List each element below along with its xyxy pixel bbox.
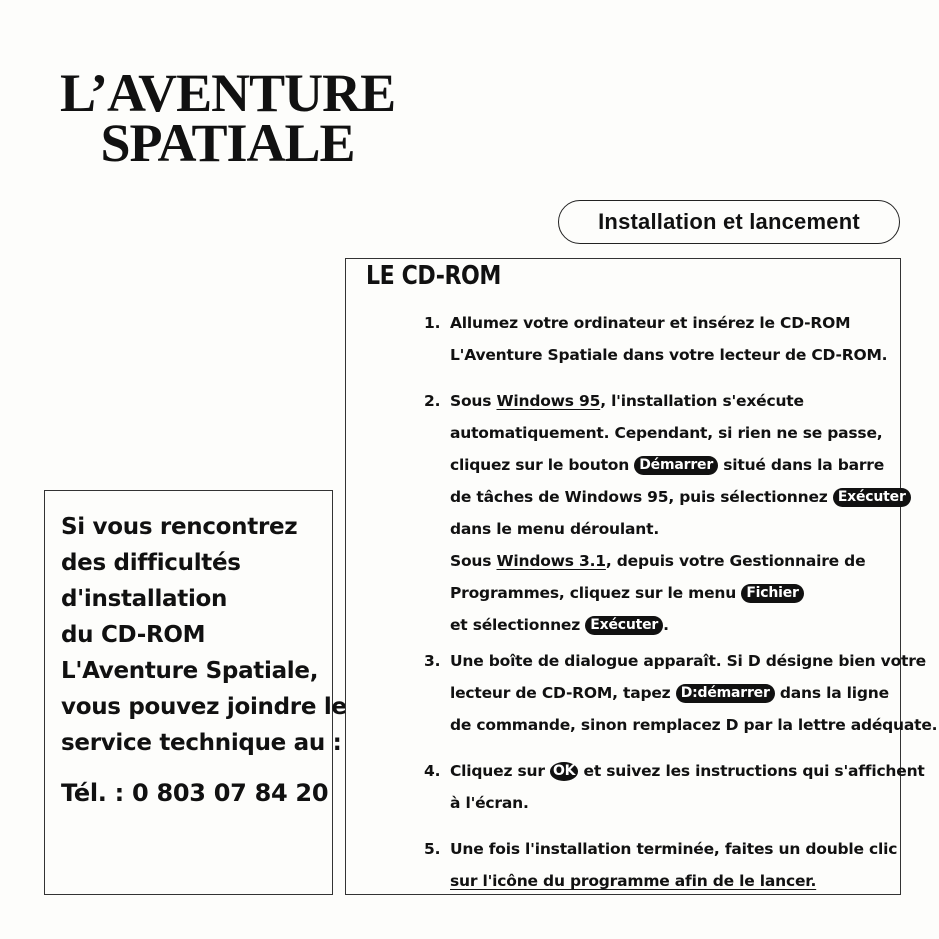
step-5 [426, 833, 897, 897]
step-1 [426, 307, 887, 371]
fichier-menu-label: Fichier [741, 584, 803, 603]
step-number: 3. [424, 652, 441, 670]
support-phone: Tél. : 0 803 07 84 20 [61, 779, 329, 807]
section-badge: Installation et lancement [558, 200, 900, 244]
step-text: L'Aventure Spatiale dans votre lecteur de CD-ROM. [450, 346, 888, 364]
step-number: 2. [424, 392, 441, 410]
step-2 [426, 385, 911, 641]
step-text: Sous Windows 3.1, depuis votre Gestionnaire de [450, 552, 866, 570]
step-text: lecteur de CD-ROM, tapez D:démarrer dans la ligne [450, 684, 889, 702]
help-line: des difficultés [61, 550, 241, 576]
help-line: d'installation [61, 586, 228, 612]
help-box [44, 490, 347, 895]
step-text: cliquez sur le bouton Démarrer situé dans la barre [450, 456, 885, 474]
panel-heading: LE CD-ROM [366, 261, 501, 291]
windows-31-label: Windows 3.1 [496, 552, 606, 570]
help-line: Si vous rencontrez [61, 514, 298, 540]
help-line: vous pouvez joindre le [61, 694, 347, 720]
step-text: et sélectionnez Exécuter . [450, 616, 669, 634]
step-text: Allumez votre ordinateur et insérez le CD-ROM [450, 314, 851, 332]
step-text: Programmes, cliquez sur le menu Fichier [450, 577, 911, 609]
title-line-2: SPATIALE [100, 113, 355, 173]
step-number: 4. [424, 762, 441, 780]
ok-button-label: OK [550, 762, 578, 781]
step-text: sur l'icône du programme afin de le lancer. [450, 872, 817, 890]
step-text: de tâches de Windows 95, puis sélectionnez Exécuter [450, 481, 911, 513]
help-line: du CD-ROM [61, 622, 206, 648]
step-text: Sous Windows 95, l'installation s'exécute [450, 392, 804, 410]
help-line: L'Aventure Spatiale, [61, 658, 319, 684]
help-line: service technique au : [61, 730, 342, 756]
command-label: D:démarrer [676, 684, 775, 703]
step-number: 5. [424, 840, 441, 858]
step-text: automatiquement. Cependant, si rien ne se passe, [450, 424, 883, 442]
demarrer-button-label: Démarrer [634, 456, 718, 475]
title-line-1: L’AVENTURE [60, 63, 396, 123]
step-text: Une fois l'installation terminée, faites un double clic [450, 840, 898, 858]
step-3 [426, 645, 937, 741]
step-text: à l'écran. [450, 794, 529, 812]
windows-95-label: Windows 95 [496, 392, 601, 410]
document-title [60, 63, 396, 173]
step-text: dans le menu déroulant. [450, 520, 660, 538]
step-text: Cliquez sur OK et suivez les instructions qui s'affichent [450, 762, 925, 780]
step-number: 1. [424, 314, 441, 332]
installation-panel [345, 258, 938, 895]
step-text: de commande, sinon remplacez D par la lettre adéquate. [450, 716, 938, 734]
executer-button-label: Exécuter [833, 488, 911, 507]
step-4 [426, 755, 925, 819]
step-text: Une boîte de dialogue apparaît. Si D désigne bien votre [450, 652, 926, 670]
executer-button-label: Exécuter [585, 616, 663, 635]
